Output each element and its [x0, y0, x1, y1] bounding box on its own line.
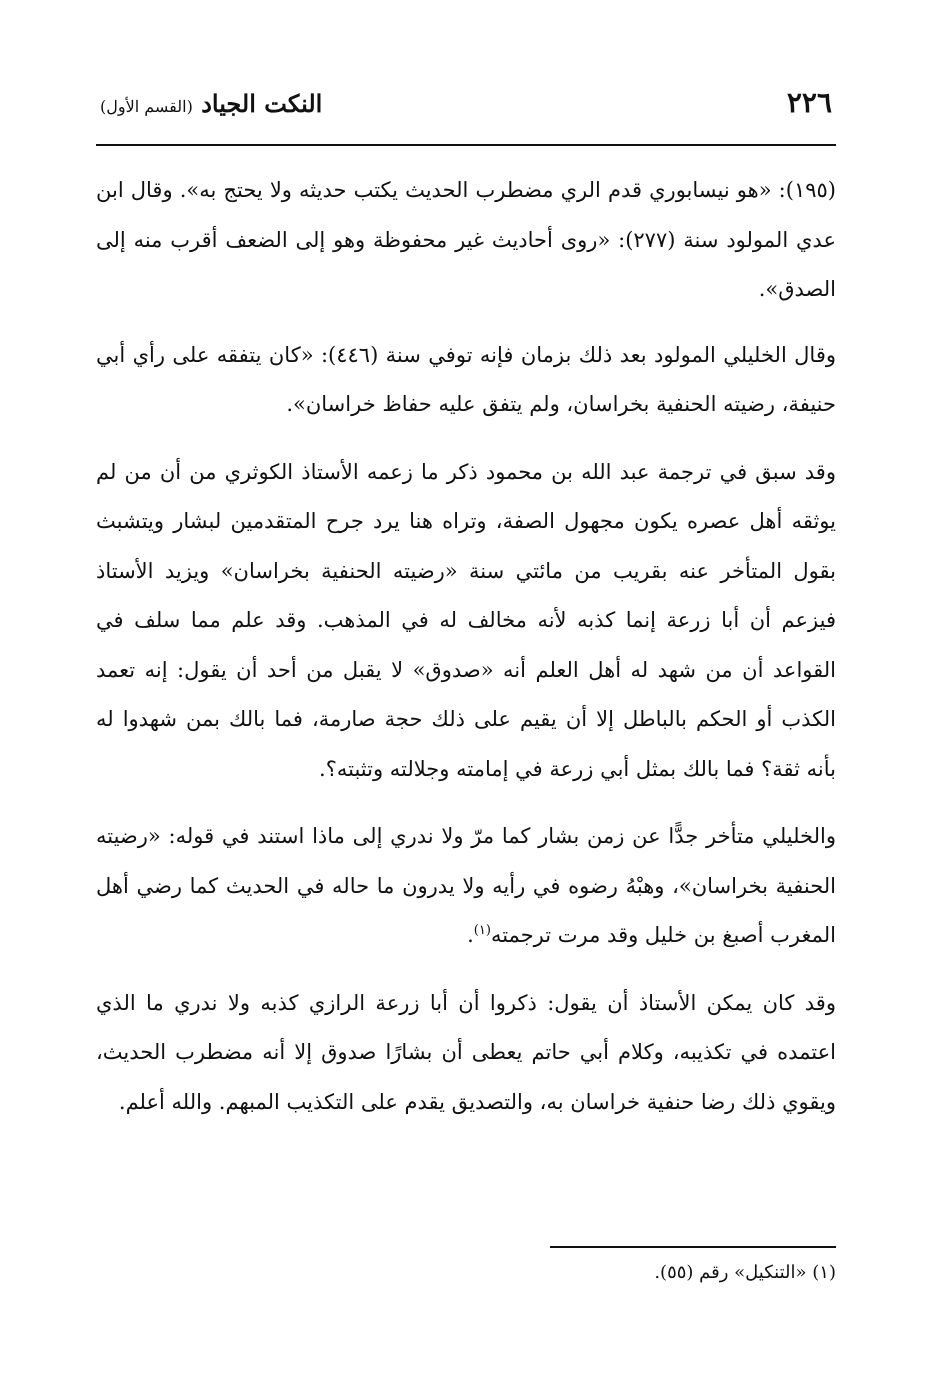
page — [96, 86, 836, 1145]
paragraph-3: وقد سبق في ترجمة عبد الله بن محمود ذكر ما زعمه الأستاذ الكوثري من أن من لم يوثقه أهل عصره يكون مجهول الصفة، وتراه هنا يرد جرح المتقدمين لبشار ويتشبث بقول المتأخر عنه بقريب من مائتي سنة «رضيته الحنفية بخراسان» ويزيد الأستاذ فيزعم أن أبا زرعة إنما كذبه لأنه مخالف له في المذهب. وقد علم مما سلف في القواعد أن من شهد له أهل العلم أنه «صدوق» لا يقبل من أحد أن يقول: إنه تعمد الكذب أو الحكم بالباطل إلا أن يقيم على ذلك حجة صارمة، فما بالك بمن شهدوا له بأنه ثقة؟ فما بالك بمثل أبي زرعة في إمامته وجلالته وتثبته؟. — [96, 459, 836, 781]
page-header — [96, 86, 836, 130]
paragraph-2: وقال الخليلي المولود بعد ذلك بزمان فإنه توفي سنة (٤٤٦): «كان يتفقه على رأي أبي حنيفة، رضيته الحنفية بخراسان، ولم يتفق عليه حفاظ خراسان». — [96, 342, 837, 416]
paragraph-5: وقد كان يمكن الأستاذ أن يقول: ذكروا أن أبا زرعة الرازي كذبه ولا ندري ما الذي اعتمده في تكذيبه، وكلام أبي حاتم يعطى أن بشارًا صدوق إلا أنه مضطرب الحديث، ويقوي ذلك رضا حنفية خراسان به، والتصديق يقدم على التكذيب المبهم. والله أعلم. — [96, 990, 836, 1114]
footnote-reference[interactable]: (١) — [473, 923, 491, 938]
paragraph-4-end: . — [467, 923, 474, 947]
footnotes — [96, 1246, 836, 1290]
paragraph-4-text: والخليلي متأخر جدًّا عن زمن بشار كما مرّ ولا ندري إلى ماذا استند في قوله: «رضيته الحنفية بخراسان»، وهبْهُ رضوه في رأيه ولا يدرون ما حاله في الحديث كما رضي أهل المغرب أصبغ بن خليل وقد مرت ترجمته — [96, 824, 836, 947]
paragraph-4 — [96, 812, 836, 961]
page-number: ٢٢٦ — [786, 86, 832, 119]
running-title — [100, 89, 322, 118]
main-text — [96, 166, 836, 1127]
book-subtitle: (القسم الأول) — [100, 97, 193, 116]
paragraph-1: (١٩٥): «هو نيسابوري قدم الري مضطرب الحديث يكتب حديثه ولا يحتج به». وقال ابن عدي المولود سنة (٢٧٧): «روى أحاديث غير محفوظة وهو إلى الضعف أقرب منه إلى الصدق». — [96, 178, 836, 301]
footnote-rule — [550, 1246, 836, 1248]
footnote-1: (١) «التنكيل» رقم (٥٥). — [654, 1262, 836, 1283]
header-rule — [96, 144, 836, 146]
book-title: النكت الجياد — [201, 89, 323, 118]
